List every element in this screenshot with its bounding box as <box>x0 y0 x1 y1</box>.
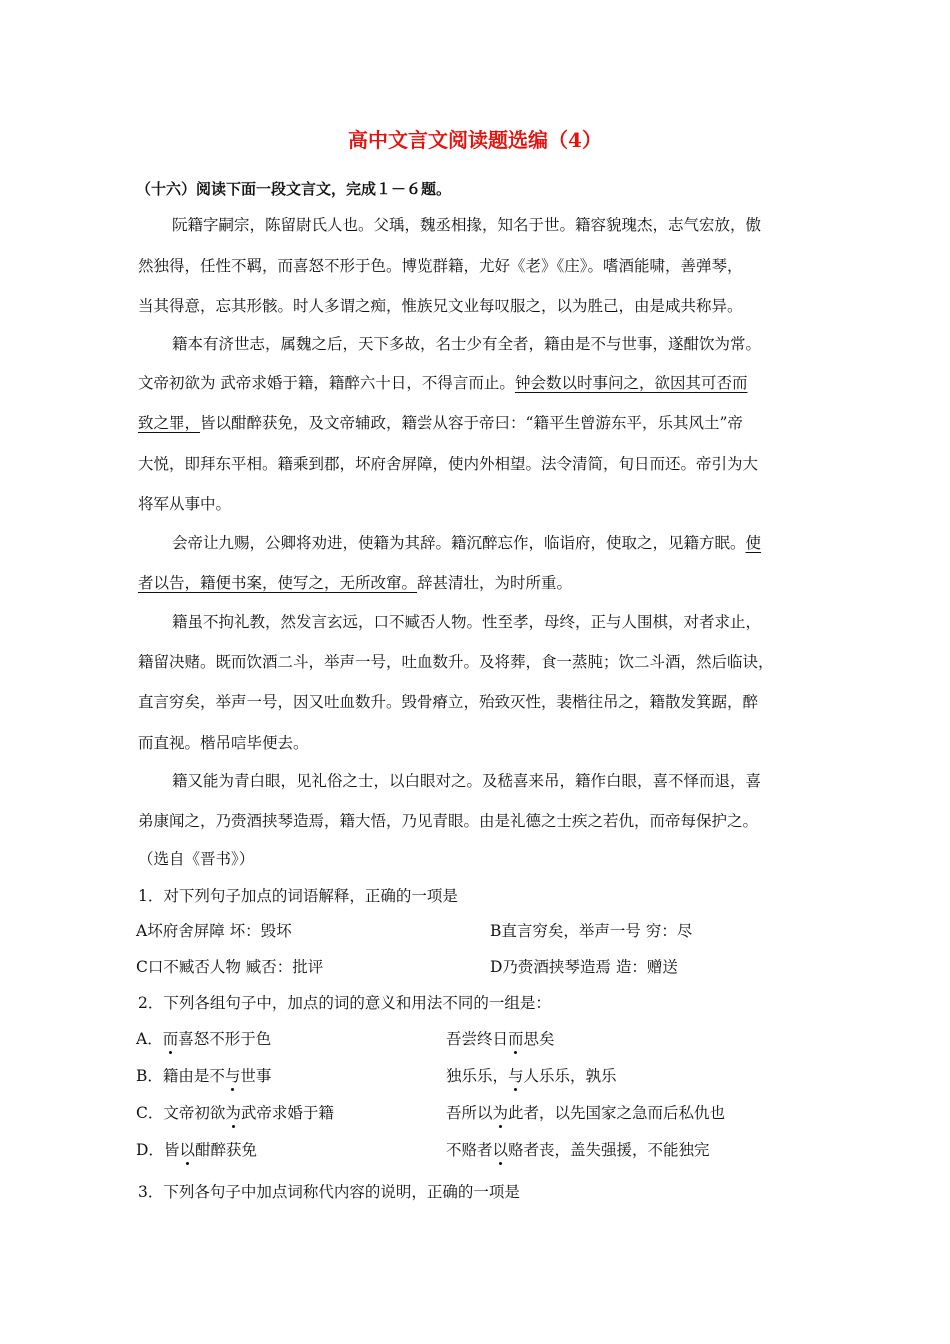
q2-option-d-left <box>136 1140 257 1160</box>
text: 此者，以先国家之急而后私仇也 <box>508 1104 726 1122</box>
passage-line: 籍留决赌。既而饮酒二斗，举声一号，吐血数升。及将葬，食一蒸肫；饮二斗酒，然后临诀， <box>138 653 774 671</box>
passage-line: 将军从事中。 <box>138 495 232 513</box>
text: 不赂者 <box>446 1141 493 1159</box>
text: B．籍由是不 <box>136 1067 225 1085</box>
text: 酣醉获免 <box>194 1141 257 1159</box>
dotted-word: 为 <box>225 1104 241 1122</box>
q2-option-c-left <box>136 1103 334 1123</box>
dotted-word: 而 <box>162 1030 179 1048</box>
q1-option-a: A坏府舍屏障 坏：毁坏 <box>136 922 292 940</box>
text: 思矣 <box>523 1030 555 1048</box>
dotted-word: 与 <box>224 1067 241 1085</box>
text: 喜怒不形于色 <box>178 1030 272 1048</box>
q1-option-d: D乃赍酒挟琴造焉 造：赠送 <box>490 958 678 976</box>
passage-line <box>138 573 572 593</box>
passage-line: 阮籍字嗣宗，陈留尉氏人也。父瑀，魏丞相掾，知名于世。籍容貌瑰杰，志气宏放，傲 <box>172 216 762 234</box>
question-1-stem: 1．对下列句子加点的词语解释，正确的一项是 <box>138 887 458 905</box>
text: 赂者丧，盖失强援，不能独完 <box>508 1141 710 1159</box>
plain-text: 文帝初欲为 武帝求婚于籍，籍醉六十日，不得言而止。 <box>138 374 515 392</box>
text: C．文帝初欲 <box>136 1104 226 1122</box>
passage-line: 籍本有济世志，属魏之后，天下多故，名士少有全者，籍由是不与世事，遂酣饮为常。 <box>172 335 762 353</box>
passage-line <box>172 533 761 553</box>
q2-option-c-right <box>446 1103 725 1123</box>
passage-line: 大悦，即拜东平相。籍乘到郡，坏府舍屏障，使内外相望。法令清简，旬日而还。帝引为大 <box>138 455 759 473</box>
passage-line: 当其得意，忘其形骸。时人多谓之痴，惟族兄文业每叹服之，以为胜己，由是咸共称异。 <box>138 297 743 315</box>
passage-line <box>138 373 747 393</box>
underlined-text: 使 <box>745 534 762 552</box>
text: D．皆 <box>136 1141 180 1159</box>
section-heading: （十六）阅读下面一段文言文，完成１－６题。 <box>136 180 452 198</box>
passage-line: 籍虽不拘礼教，然发言玄远，口不臧否人物。性至孝，母终，正与人围棋，对者求止， <box>172 613 762 631</box>
passage-line: 然独得，任性不羁，而喜怒不形于色。博览群籍，尤好《老》《庄》。嗜酒能啸，善弹琴， <box>138 257 743 275</box>
q1-option-c: C口不臧否人物 臧否：批评 <box>136 958 324 976</box>
text: 吾尝终日 <box>446 1030 509 1048</box>
q2-option-a-right <box>446 1029 555 1049</box>
plain-text: 辞甚清壮，为时所重。 <box>417 574 573 592</box>
dotted-word: 为 <box>492 1104 509 1122</box>
document-title: 高中文言文阅读题选编（4） <box>348 128 602 152</box>
plain-text: 皆以酣醉获免，及文帝辅政，籍尝从容于帝曰：“籍平生曾游东平，乐其风土”帝 <box>200 414 743 432</box>
passage-line: 而直视。楷吊唁毕便去。 <box>138 734 309 752</box>
dotted-word: 而 <box>508 1030 524 1048</box>
source-note: （选自《晋书》） <box>138 850 255 868</box>
text: 人乐乐，孰乐 <box>523 1067 617 1085</box>
passage-line <box>138 413 743 433</box>
passage-line: 直言穷矣，举声一号，因又吐血数升。毁骨瘠立，殆致灭性，裴楷往吊之，籍散发箕踞，醉 <box>138 693 759 711</box>
passage-line: 弟康闻之，乃赍酒挟琴造焉，籍大悟，乃见青眼。由是礼德之士疾之若仇，而帝每保护之。 <box>138 812 759 830</box>
q2-option-b-right <box>446 1066 617 1086</box>
underlined-text: 致之罪， <box>138 414 201 432</box>
text: 独乐乐， <box>446 1067 509 1085</box>
q2-option-a-left <box>136 1029 271 1049</box>
dotted-word: 与 <box>508 1067 524 1085</box>
passage-line: 籍又能为青白眼，见礼俗之士，以白眼对之。及嵇喜来吊，籍作白眼，喜不怿而退，喜 <box>172 772 762 790</box>
text: A． <box>136 1030 163 1048</box>
q2-option-b-left <box>136 1066 271 1086</box>
q2-option-d-right <box>446 1140 710 1160</box>
underlined-text: 钟会数以时事问之，欲因其可否而 <box>514 374 748 392</box>
q1-option-b: B直言穷矣，举声一号 穷：尽 <box>490 922 693 940</box>
dotted-word: 以 <box>492 1141 509 1159</box>
plain-text: 会帝让九赐，公卿将劝进，使籍为其辞。籍沉醉忘作，临诣府，使取之，见籍方眠。 <box>172 534 746 552</box>
dotted-word: 以 <box>179 1141 195 1159</box>
text: 世事 <box>240 1067 272 1085</box>
text: 武帝求婚于籍 <box>240 1104 334 1122</box>
question-2-stem: 2．下列各组句子中，加点的词的意义和用法不同的一组是： <box>138 994 551 1012</box>
underlined-text: 者以告，籍便书案，使写之，无所改窜。 <box>138 574 418 592</box>
question-3-stem: 3．下列各句子中加点词称代内容的说明，正确的一项是 <box>138 1183 520 1201</box>
text: 吾所以 <box>446 1104 493 1122</box>
